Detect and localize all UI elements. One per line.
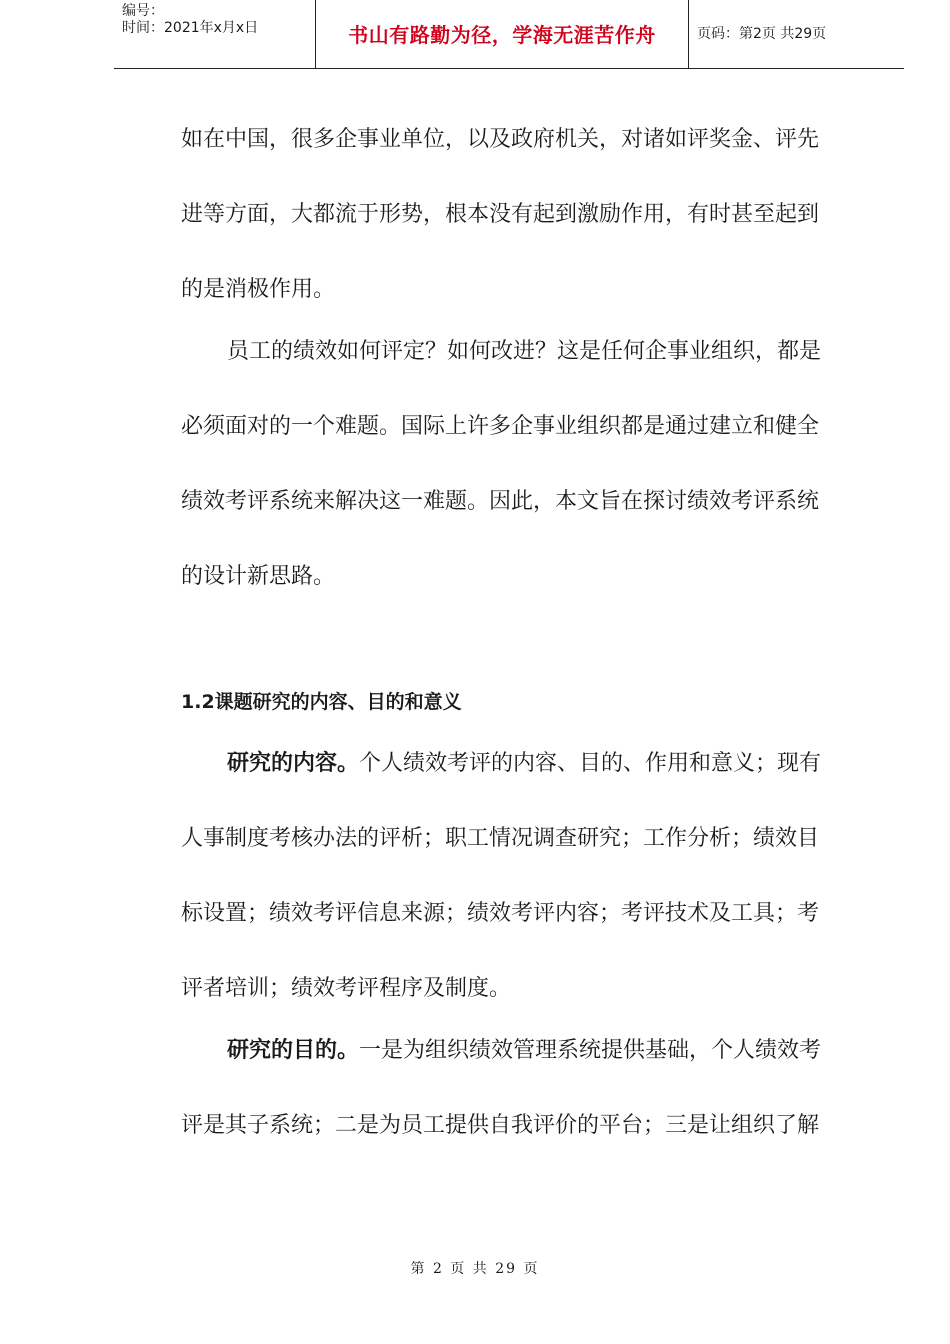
p2-line-3: 绩效考评系统来解决这一难题。因此，本文旨在探讨绩效考评系统: [181, 489, 820, 514]
p2-line-4: 的设计新思路。: [181, 564, 336, 589]
header-motto-cell: [316, 0, 689, 68]
p2-line-1: 员工的绩效如何评定？如何改进？这是任何企事业组织，都是: [227, 339, 822, 364]
p3-first-rest: 个人绩效考评的内容、目的、作用和意义；现有: [359, 751, 822, 776]
header-motto: 书山有路勤为径，学海无涯苦作舟: [348, 23, 656, 47]
page-header: [114, 0, 904, 69]
p4-first-rest: 一是为组织绩效管理系统提供基础，个人绩效考: [359, 1038, 822, 1063]
page-footer: 第 2 页 共 29 页: [410, 1261, 540, 1277]
header-page-info: 页码：第2页 共29页: [697, 26, 827, 42]
p4-line-1: [227, 1037, 841, 1065]
p2-line-2: 必须面对的一个难题。国际上许多企事业组织都是通过建立和健全: [181, 414, 820, 439]
p3-line-4: 评者培训；绩效考评程序及制度。: [181, 976, 512, 1001]
p4-line-2: 评是其子系统；二是为员工提供自我评价的平台；三是让组织了解: [181, 1113, 820, 1138]
header-meta: [114, 0, 316, 68]
p1-line-2: 进等方面，大都流于形势，根本没有起到激励作用，有时甚至起到: [181, 202, 820, 227]
p1-line-1: 如在中国，很多企事业单位，以及政府机关，对诸如评奖金、评先: [181, 127, 820, 152]
p3-line-1: [227, 750, 841, 778]
p1-line-3: 的是消极作用。: [181, 277, 336, 302]
section-heading: 1.2课题研究的内容、目的和意义: [181, 691, 462, 713]
p4-lead: 研究的目的。: [227, 1038, 360, 1063]
p3-line-3: 标设置；绩效考评信息来源；绩效考评内容；考评技术及工具；考: [181, 901, 820, 926]
header-number-label: 编号：: [122, 3, 164, 19]
p3-line-2: 人事制度考核办法的评析；职工情况调查研究；工作分析；绩效目: [181, 826, 820, 851]
p3-lead: 研究的内容。: [227, 751, 360, 776]
header-date-label: 时间：2021年x月x日: [122, 20, 259, 36]
